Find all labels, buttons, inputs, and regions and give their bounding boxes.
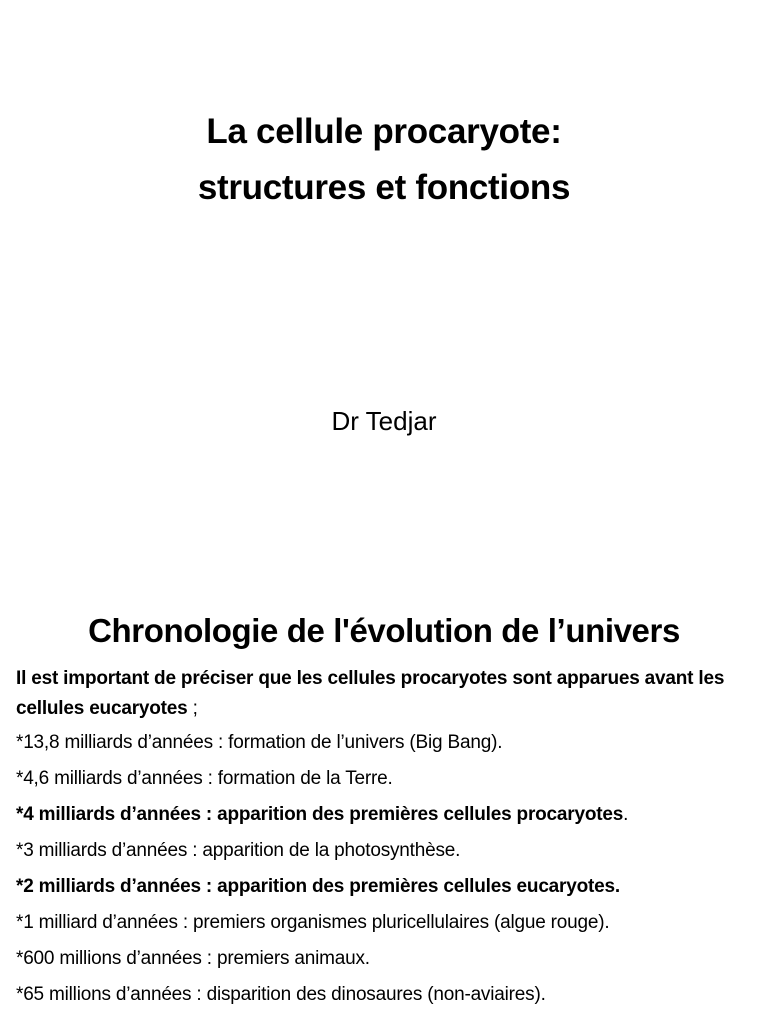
- timeline-item-text: *4 milliards d’années : apparition des premières cellules procaryotes: [16, 804, 624, 825]
- timeline-item-text: *600 millions d’années : premiers animaux.: [16, 948, 370, 969]
- timeline-item: [16, 728, 756, 758]
- timeline-item: [16, 944, 756, 974]
- intro-tail-text: ;: [187, 698, 198, 719]
- timeline-item-text: *13,8 milliards d’années : formation de l’univers (Big Bang).: [16, 732, 503, 753]
- timeline-item: [16, 980, 756, 1010]
- timeline-item-text: *2 milliards d’années : apparition des premières cellules eucaryotes.: [16, 876, 620, 897]
- slide-title: [0, 104, 768, 216]
- chronology-title: Chronologie de l'évolution de l’univers: [88, 612, 680, 649]
- intro-bold-text: Il est important de préciser que les cellules procaryotes sont apparues avant les cellules eucaryotes: [16, 668, 725, 719]
- timeline-item-text: *1 milliard d’années : premiers organismes pluricellulaires (algue rouge).: [16, 912, 610, 933]
- timeline-item: [16, 836, 756, 866]
- slide-title-line-2: structures et fonctions: [197, 168, 571, 207]
- timeline-item-text: *4,6 milliards d’années : formation de la Terre.: [16, 768, 393, 789]
- intro-paragraph: [16, 664, 756, 724]
- slide-title-line-1: La cellule procaryote:: [206, 112, 562, 151]
- chronology-body: [16, 664, 756, 1016]
- timeline-item: [16, 764, 756, 794]
- timeline-item-text: *3 milliards d’années : apparition de la photosynthèse.: [16, 840, 461, 861]
- timeline-item: [16, 800, 756, 830]
- timeline-item-text: *65 millions d’années : disparition des dinosaures (non-aviaires).: [16, 984, 546, 1005]
- timeline-item-tail: .: [623, 804, 629, 825]
- timeline-item: [16, 872, 756, 902]
- slide-author: Dr Tedjar: [331, 406, 437, 436]
- timeline-item: [16, 908, 756, 938]
- chronology-slide: [0, 590, 768, 1024]
